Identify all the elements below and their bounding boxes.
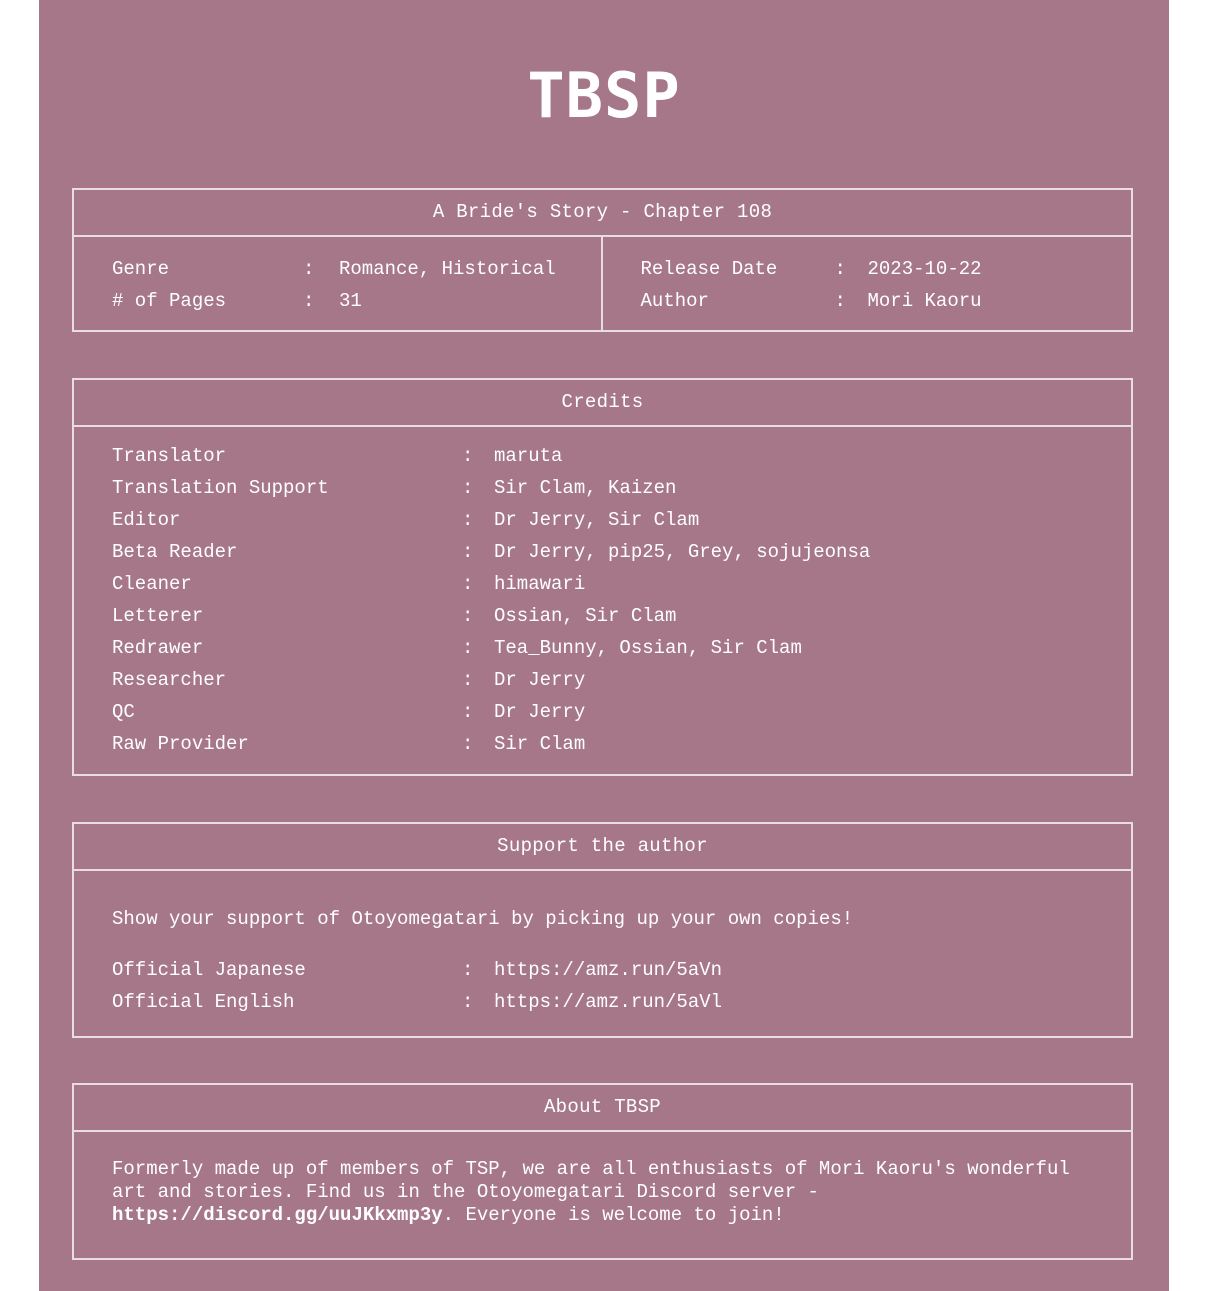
info-value: Romance, Historical <box>339 258 556 280</box>
credit-separator: : <box>462 445 474 467</box>
credits-title: Credits <box>74 380 1131 427</box>
credit-role: Translator <box>112 445 227 467</box>
info-row-author <box>641 285 1132 317</box>
credit-separator: : <box>462 541 474 563</box>
credit-separator: : <box>462 669 474 691</box>
link-separator: : <box>462 991 474 1013</box>
link-label: Official Japanese <box>112 959 306 981</box>
credit-names: maruta <box>494 445 563 467</box>
credit-separator: : <box>462 701 474 723</box>
credit-separator: : <box>462 605 474 627</box>
credit-row-editor <box>112 504 1131 536</box>
support-title: Support the author <box>74 824 1131 871</box>
credit-separator: : <box>462 637 474 659</box>
credit-row-qc <box>112 696 1131 728</box>
credit-role: Beta Reader <box>112 541 238 563</box>
info-row-release-date <box>641 253 1132 285</box>
support-text: Show your support of Otoyomegatari by picking up your own copies! <box>112 908 854 930</box>
info-row-genre <box>112 253 601 285</box>
credit-row-translator <box>112 440 1131 472</box>
support-box <box>72 822 1133 1038</box>
info-value: 2023-10-22 <box>867 258 982 280</box>
info-label: Author <box>640 290 709 312</box>
info-left-column <box>74 237 603 330</box>
about-text-after: . Everyone is welcome to join! <box>442 1204 785 1226</box>
about-box <box>72 1083 1133 1260</box>
info-separator: : <box>303 290 315 312</box>
credit-names: himawari <box>494 573 586 595</box>
chapter-info-body <box>74 237 1131 330</box>
about-text-before: Formerly made up of members of TSP, we are all enthusiasts of Mori Kaoru's wonderful art and stories. Find us in the Otoyomegatari Discord server - <box>112 1158 1070 1203</box>
credit-separator: : <box>462 509 474 531</box>
support-body <box>74 871 1131 1018</box>
credit-row-translation-support <box>112 472 1131 504</box>
credit-role: QC <box>112 701 135 723</box>
info-row-pages <box>112 285 601 317</box>
credit-role: Editor <box>112 509 181 531</box>
credit-role: Letterer <box>112 605 204 627</box>
credit-role: Raw Provider <box>112 733 249 755</box>
credit-row-researcher <box>112 664 1131 696</box>
credit-role: Cleaner <box>112 573 192 595</box>
credit-names: Sir Clam, Kaizen <box>494 477 677 499</box>
tbsp-logo: TBSP <box>527 59 681 132</box>
credits-body <box>74 427 1131 760</box>
credit-role: Redrawer <box>112 637 204 659</box>
credit-role: Researcher <box>112 669 227 691</box>
info-separator: : <box>834 258 846 280</box>
credit-names: Dr Jerry, pip25, Grey, sojujeonsa <box>494 541 871 563</box>
credit-row-cleaner <box>112 568 1131 600</box>
credit-names: Dr Jerry <box>494 701 586 723</box>
credits-box <box>72 378 1133 776</box>
about-text <box>74 1132 1131 1227</box>
credit-names: Sir Clam <box>494 733 586 755</box>
info-right-column <box>603 237 1132 330</box>
credit-names: Ossian, Sir Clam <box>494 605 677 627</box>
credits-page <box>39 0 1169 1291</box>
credit-names: Tea_Bunny, Ossian, Sir Clam <box>494 637 802 659</box>
link-separator: : <box>462 959 474 981</box>
credit-role: Translation Support <box>112 477 329 499</box>
info-label: Genre <box>112 258 170 280</box>
info-value: 31 <box>339 290 362 312</box>
discord-link[interactable]: https://discord.gg/uuJKkxmp3y <box>112 1204 443 1226</box>
credit-row-raw-provider <box>112 728 1131 760</box>
chapter-title: A Bride's Story - Chapter 108 <box>74 190 1131 237</box>
link-url[interactable]: https://amz.run/5aVn <box>494 959 723 981</box>
info-separator: : <box>834 290 846 312</box>
support-link-english <box>112 986 1131 1018</box>
info-separator: : <box>303 258 315 280</box>
credit-row-redrawer <box>112 632 1131 664</box>
chapter-info-box <box>72 188 1133 332</box>
credit-separator: : <box>462 733 474 755</box>
info-label: # of Pages <box>112 290 227 312</box>
info-value: Mori Kaoru <box>867 290 982 312</box>
info-label: Release Date <box>640 258 778 280</box>
credit-separator: : <box>462 477 474 499</box>
credit-row-letterer <box>112 600 1131 632</box>
about-title: About TBSP <box>74 1085 1131 1132</box>
credit-names: Dr Jerry <box>494 669 586 691</box>
link-label: Official English <box>112 991 295 1013</box>
support-link-japanese <box>112 954 1131 986</box>
credit-row-beta-reader <box>112 536 1131 568</box>
link-url[interactable]: https://amz.run/5aVl <box>494 991 723 1013</box>
credit-separator: : <box>462 573 474 595</box>
credit-names: Dr Jerry, Sir Clam <box>494 509 700 531</box>
